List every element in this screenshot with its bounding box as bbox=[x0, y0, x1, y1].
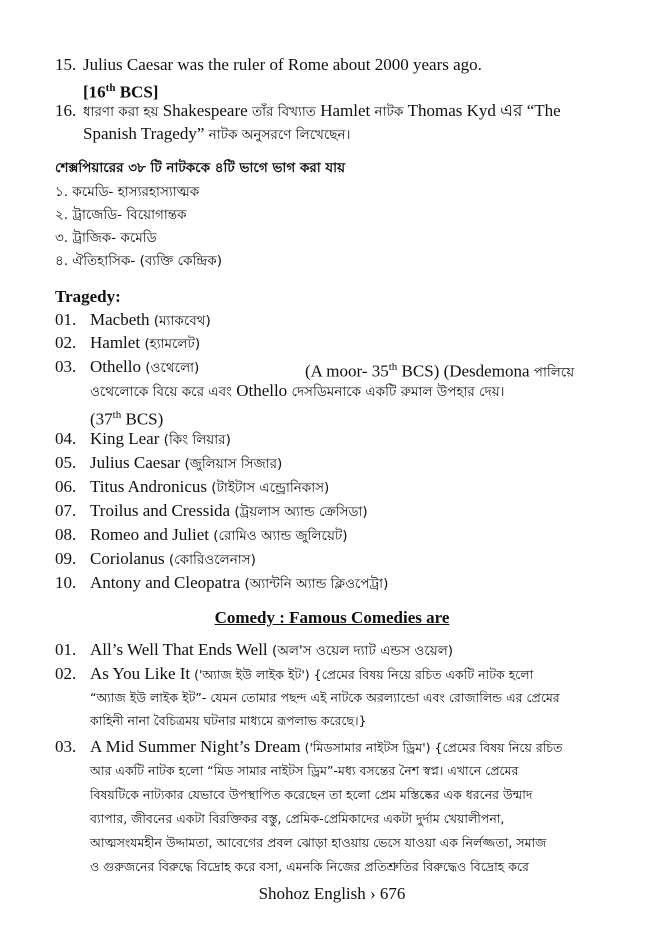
othello-note-line-3: (37th BCS) bbox=[90, 409, 164, 429]
tragedy-item: 09. Coriolanus (কোরিওলেনাস) bbox=[55, 549, 256, 568]
tragedy-item: 10. Antony and Cleopatra (অ্যান্টনি অ্যান্ড ক্লিওপেট্রা) bbox=[55, 573, 389, 592]
comedy-heading: Comedy : Famous Comedies are bbox=[214, 608, 450, 627]
item-16-line-1: 16. ধারণা করা হয় Shakespeare তাঁর বিখ্যাত Hamlet নাটক Thomas Kyd এর “The bbox=[55, 101, 561, 120]
comedy-item-3: 03. A Mid Summer Night’s Dream ('মিডসামার নাইটস ড্রিম') {প্রেমের বিষয় নিয়ে রচিত bbox=[55, 737, 563, 756]
comedy-item-3-line-5: আত্মসংযমহীন উদ্দামতা, আবেগের প্রবল ঝোড়া হাওয়ায় ভেসে যাওয়া এক নির্লজ্জতা, সমাজ bbox=[90, 835, 547, 850]
tragedy-item: 06. Titus Andronicus (টাইটাস এন্ড্রোনিকাস) bbox=[55, 477, 330, 496]
comedy-item-2-line-2: “অ্যাজ ইউ লাইক ইট”- যেমন তোমার পছন্দ এই নাটকে অরল্যান্ডো এবং রোজালিন্ড এর প্রেমের bbox=[90, 690, 560, 705]
comedy-item-2-line-3: কাহিনী নানা বৈচিত্রময় ঘটনার মাধ্যমে রূপলাভ করেছে।} bbox=[90, 713, 367, 728]
division-item-3: ৩. ট্রাজিক- কমেডি bbox=[55, 230, 157, 246]
tragedy-item: 05. Julius Caesar (জুলিয়াস সিজার) bbox=[55, 453, 283, 472]
tragedy-item: 01. Macbeth (ম্যাকবেথ) bbox=[55, 310, 211, 329]
tragedy-item: 07. Troilus and Cressida (ট্রয়লাস অ্যান্ড ক্রেসিডা) bbox=[55, 501, 368, 520]
tragedy-heading: Tragedy: bbox=[55, 287, 121, 306]
comedy-item-3-line-3: বিষয়টিকে নাট্যকার যেভাবে উপস্থাপিত করেছেন তা হলো প্রেম মস্তিষ্কের এক ধরনের উন্মাদ bbox=[90, 787, 533, 802]
item-15-reference: [16th BCS] bbox=[83, 82, 159, 102]
othello-note: (A moor- 35th BCS) (Desdemona পালিয়ে bbox=[305, 361, 575, 381]
comedy-item-3-line-2: আর একটি নাটক হলো “মিড সামার নাইটস ড্রিম”-মধ্য বসন্তের নৈশ স্বপ্ন। এখানে প্রেমের bbox=[90, 763, 519, 778]
tragedy-item: 08. Romeo and Juliet (রোমিও অ্যান্ড জুলিয়েট) bbox=[55, 525, 348, 544]
comedy-item-2: 02. As You Like It ('অ্যাজ ইউ লাইক ইট') {প্রেমের বিষয় নিয়ে রচিত একটি নাটক হলো bbox=[55, 664, 534, 683]
division-item-1: ১. কমেডি- হাস্যরহাস্যাত্মক bbox=[55, 184, 200, 200]
comedy-item-3-line-4: ব্যাপার, জীবনের একটা বিরক্তিকর বস্তু, প্রেমিক-প্রেমিকাদের একটা দুর্দাম খেয়ালীপনা, bbox=[90, 811, 505, 826]
division-item-2: ২. ট্রাজেডি- বিয়োগান্তক bbox=[55, 207, 187, 223]
division-item-4: ৪. ঐতিহাসিক- (ব্যক্তি কেন্দ্রিক) bbox=[55, 253, 222, 269]
page-footer: Shohoz English › 676 bbox=[258, 884, 406, 903]
item-15: 15. Julius Caesar was the ruler of Rome about 2000 years ago. bbox=[55, 55, 482, 74]
tragedy-item-othello: 03. Othello (ওথেলো) (A moor- 35th BCS) (Desdemona পালিয়ে bbox=[55, 355, 614, 380]
division-heading: শেক্সপিয়ারের ৩৮ টি নাটককে ৪টি ভাগে ভাগ করা যায় bbox=[55, 160, 346, 176]
comedy-item-3-line-6: ও গুরুজনের বিরুদ্ধে বিদ্রোহ করে বসা, এমনকি নিজের প্রতিশ্রুতির বিরুদ্ধেও বিদ্রোহ করে bbox=[90, 859, 529, 874]
othello-note-line-2: ওথেলোকে বিয়ে করে এবং Othello দেসডিমনাকে একটি রুমাল উপহার দেয়। bbox=[90, 381, 505, 400]
item-15-text: Julius Caesar was the ruler of Rome about 2000 years ago. bbox=[83, 55, 482, 74]
tragedy-item: 02. Hamlet (হ্যামলেট) bbox=[55, 333, 201, 352]
comedy-item-1: 01. All’s Well That Ends Well (অল'স ওয়েল দ্যাট এন্ডস ওয়েল) bbox=[55, 640, 454, 659]
item-16-line-2: Spanish Tragedy” নাটক অনুসরণে লিখেছেন। bbox=[83, 124, 351, 143]
tragedy-item: 04. King Lear (কিং লিয়ার) bbox=[55, 429, 231, 448]
